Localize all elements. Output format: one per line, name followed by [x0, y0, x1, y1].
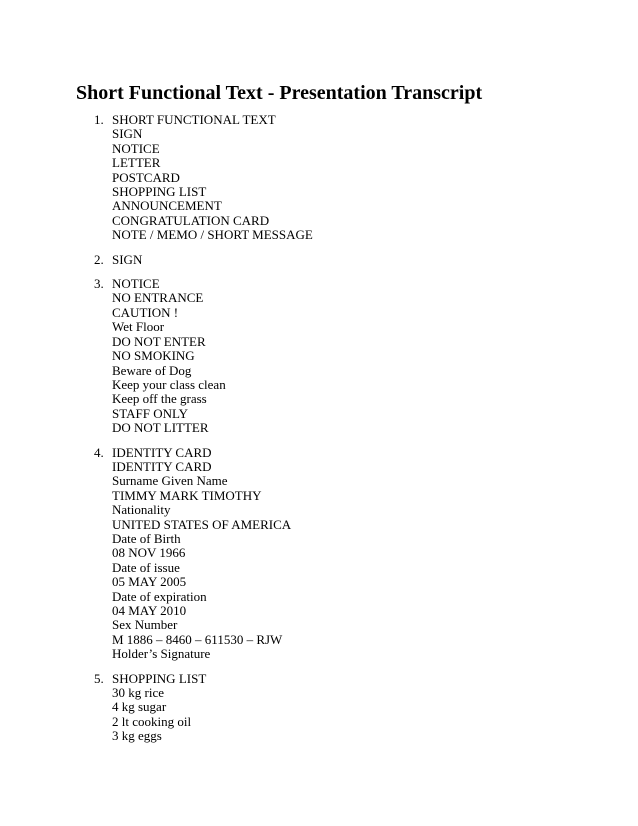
- list-item-4: [94, 446, 614, 662]
- item-line: ANNOUNCEMENT: [112, 198, 222, 214]
- item-number: 5.: [94, 670, 104, 686]
- list-item-3: [94, 277, 614, 435]
- item-line: SHOPPING LIST: [112, 184, 207, 200]
- item-number: 1.: [94, 112, 104, 127]
- item-line: 30 kg rice: [112, 685, 164, 701]
- list-item-5: [94, 672, 614, 744]
- item-line: Nationality: [112, 502, 171, 518]
- page-title: Short Functional Text - Presentation Transcript: [76, 82, 483, 104]
- item-line: Keep off the grass: [112, 391, 207, 407]
- item-line: M 1886 – 8460 – 611530 – RJW: [112, 631, 283, 647]
- item-line: Holder’s Signature: [112, 646, 211, 662]
- item-line: Keep your class clean: [112, 376, 226, 392]
- item-line: 3 kg eggs: [112, 728, 162, 744]
- item-line: Sex Number: [112, 617, 178, 633]
- item-line: POSTCARD: [112, 169, 180, 185]
- item-line: 04 MAY 2010: [112, 603, 187, 618]
- item-line: SIGN: [112, 251, 143, 267]
- list-item-2: [94, 253, 614, 267]
- item-line: Date of issue: [112, 559, 180, 575]
- item-line: 08 NOV 1966: [112, 545, 186, 561]
- item-line: NO ENTRANCE: [112, 290, 204, 306]
- item-line: DO NOT LITTER: [112, 420, 209, 436]
- item-line: Beware of Dog: [112, 362, 192, 378]
- item-line: Wet Floor: [112, 319, 165, 335]
- item-line: UNITED STATES OF AMERICA: [112, 516, 292, 532]
- item-line: NOTICE: [112, 276, 160, 292]
- item-line: NO SMOKING: [112, 348, 195, 364]
- item-line: Date of Birth: [112, 530, 181, 546]
- item-line: TIMMY MARK TIMOTHY: [112, 487, 262, 503]
- item-number: 3.: [94, 276, 104, 292]
- item-line: SIGN: [112, 126, 143, 142]
- item-line: NOTE / MEMO / SHORT MESSAGE: [112, 227, 313, 243]
- item-line: 4 kg sugar: [112, 699, 167, 715]
- item-line: 2 lt cooking oil: [112, 713, 192, 729]
- item-line: IDENTITY CARD: [112, 444, 212, 460]
- item-line: Surname Given Name: [112, 473, 228, 489]
- item-line: NOTICE: [112, 140, 160, 156]
- item-number: 2.: [94, 251, 104, 267]
- item-line: LETTER: [112, 155, 161, 171]
- transcript-list: [94, 113, 614, 754]
- item-line: 05 MAY 2005: [112, 574, 187, 590]
- item-line: IDENTITY CARD: [112, 458, 212, 474]
- item-line: SHOPPING LIST: [112, 670, 207, 686]
- item-number: 4.: [94, 444, 104, 460]
- item-line: DO NOT ENTER: [112, 333, 206, 349]
- item-line: Date of expiration: [112, 588, 207, 604]
- list-item-1: [94, 113, 614, 243]
- item-line: SHORT FUNCTIONAL TEXT: [112, 112, 276, 127]
- item-line: CAUTION !: [112, 304, 179, 320]
- item-line: STAFF ONLY: [112, 405, 189, 421]
- item-line: CONGRATULATION CARD: [112, 212, 270, 228]
